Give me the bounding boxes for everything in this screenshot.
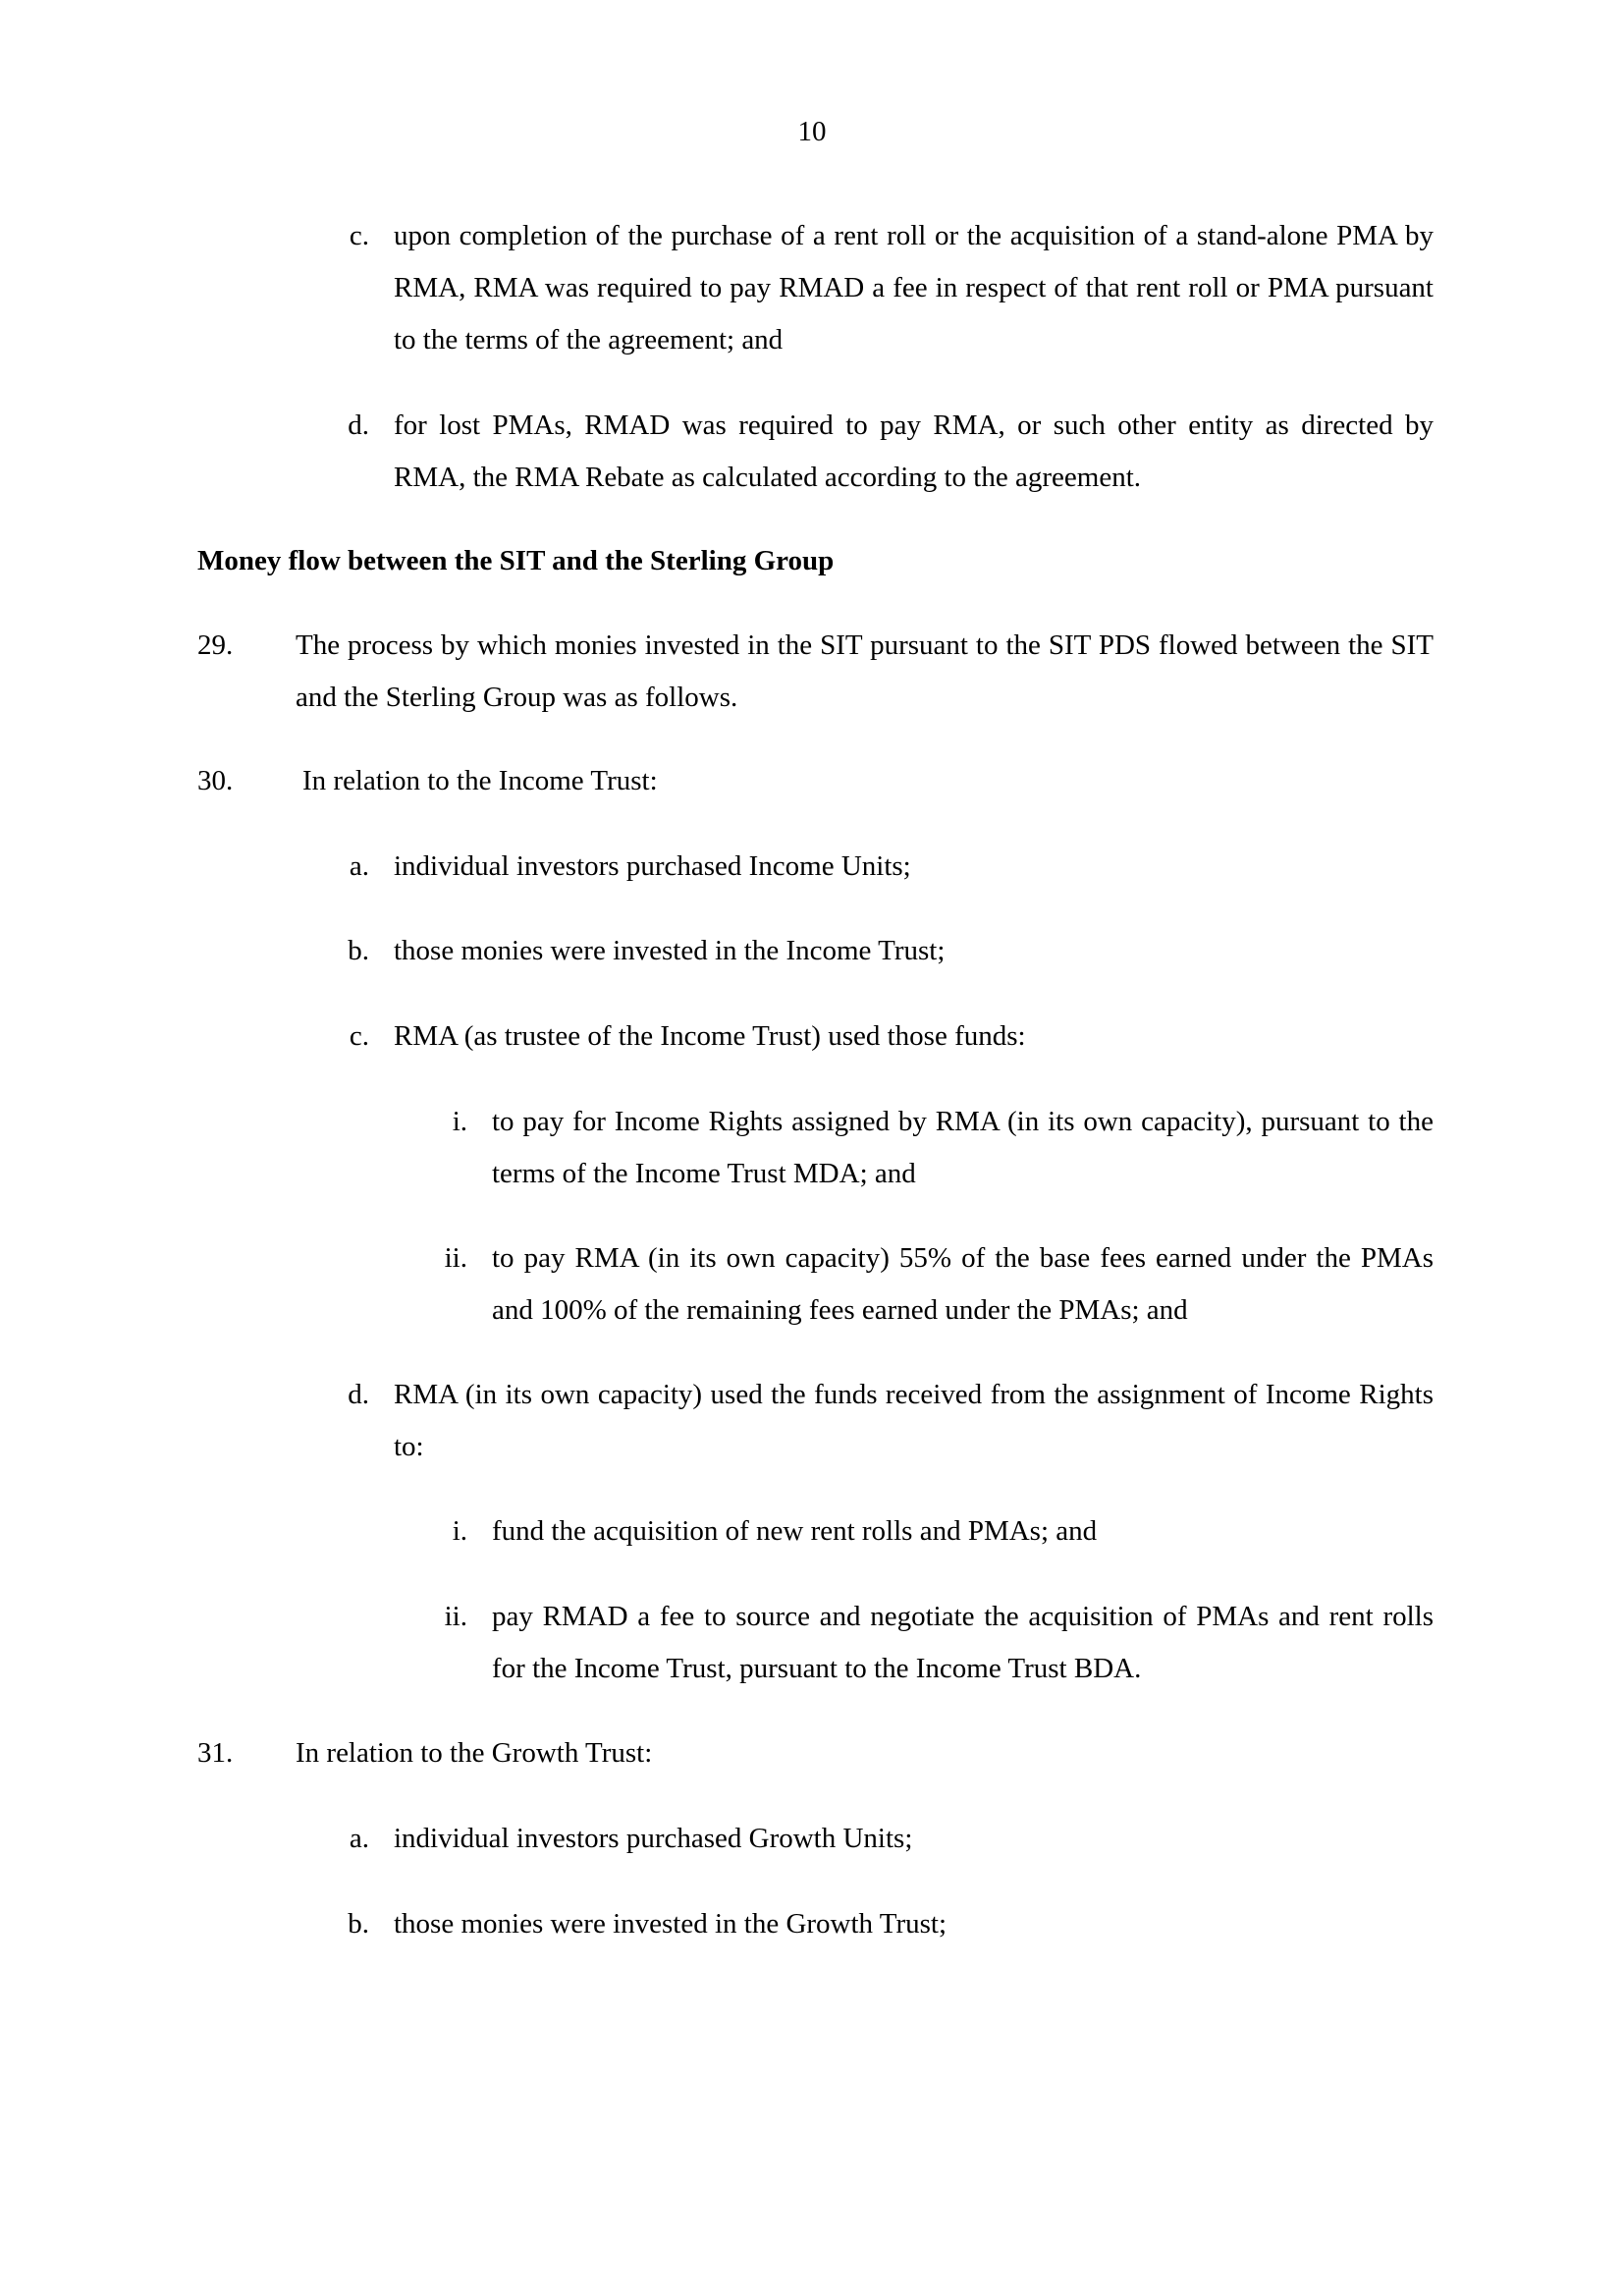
para-30-number: 30. <box>197 765 234 796</box>
para-30-a-text: individual investors purchased Income Units; <box>394 850 911 882</box>
page-number: 10 <box>797 116 827 147</box>
item-c-label: c. <box>349 220 369 251</box>
para-31-number: 31. <box>197 1737 234 1769</box>
item-c-text: upon completion of the purchase of a rent roll or the acquisition of a stand-alone PMA by RMA, RMA was required to pay RMAD a fee in respect of that rent roll or PMA pursuant to the terms of the agreement; and <box>394 220 1434 355</box>
para-30-d-i-label: i. <box>452 1515 467 1547</box>
para-30-c-i-label: i. <box>452 1106 467 1137</box>
para-30-d-ii-label: ii. <box>444 1601 467 1632</box>
para-30-a-label: a. <box>349 850 369 882</box>
para-30-c-ii-text: to pay RMA (in its own capacity) 55% of the base fees earned under the PMAs and 100% of the remaining fees earned under the PMAs; and <box>492 1242 1434 1326</box>
para-30-d-label: d. <box>348 1379 369 1410</box>
para-30-c-ii-label: ii. <box>444 1242 467 1274</box>
para-30-b-text: those monies were invested in the Income Trust; <box>394 935 946 966</box>
para-29-number: 29. <box>197 629 234 661</box>
para-30-c-text: RMA (as trustee of the Income Trust) used those funds: <box>394 1020 1026 1052</box>
section-heading: Money flow between the SIT and the Sterling Group <box>197 545 835 576</box>
para-29-text: The process by which monies invested in the SIT pursuant to the SIT PDS flowed between the SIT and the Sterling Group was as follows. <box>296 629 1434 713</box>
para-30-d-i-text: fund the acquisition of new rent rolls and PMAs; and <box>492 1515 1098 1547</box>
para-30-c-label: c. <box>349 1020 369 1052</box>
item-d-label: d. <box>348 410 369 441</box>
para-31-b-text: those monies were invested in the Growth Trust; <box>394 1908 947 1940</box>
para-30-b-label: b. <box>348 935 369 966</box>
para-31-b-label: b. <box>348 1908 369 1940</box>
para-30-text: In relation to the Income Trust: <box>302 765 658 796</box>
para-31-text: In relation to the Growth Trust: <box>296 1737 653 1769</box>
para-30-d-text: RMA (in its own capacity) used the funds received from the assignment of Income Rights to: <box>394 1379 1434 1462</box>
item-d-text: for lost PMAs, RMAD was required to pay RMA, or such other entity as directed by RMA, the RMA Rebate as calculated according to the agreement. <box>394 410 1434 493</box>
para-30-c-i-text: to pay for Income Rights assigned by RMA (in its own capacity), pursuant to the terms of the Income Trust MDA; and <box>492 1106 1434 1189</box>
para-31-a-label: a. <box>349 1823 369 1854</box>
para-31-a-text: individual investors purchased Growth Units; <box>394 1823 913 1854</box>
para-30-d-ii-text: pay RMAD a fee to source and negotiate the acquisition of PMAs and rent rolls for the Income Trust, pursuant to the Income Trust BDA. <box>492 1601 1434 1684</box>
